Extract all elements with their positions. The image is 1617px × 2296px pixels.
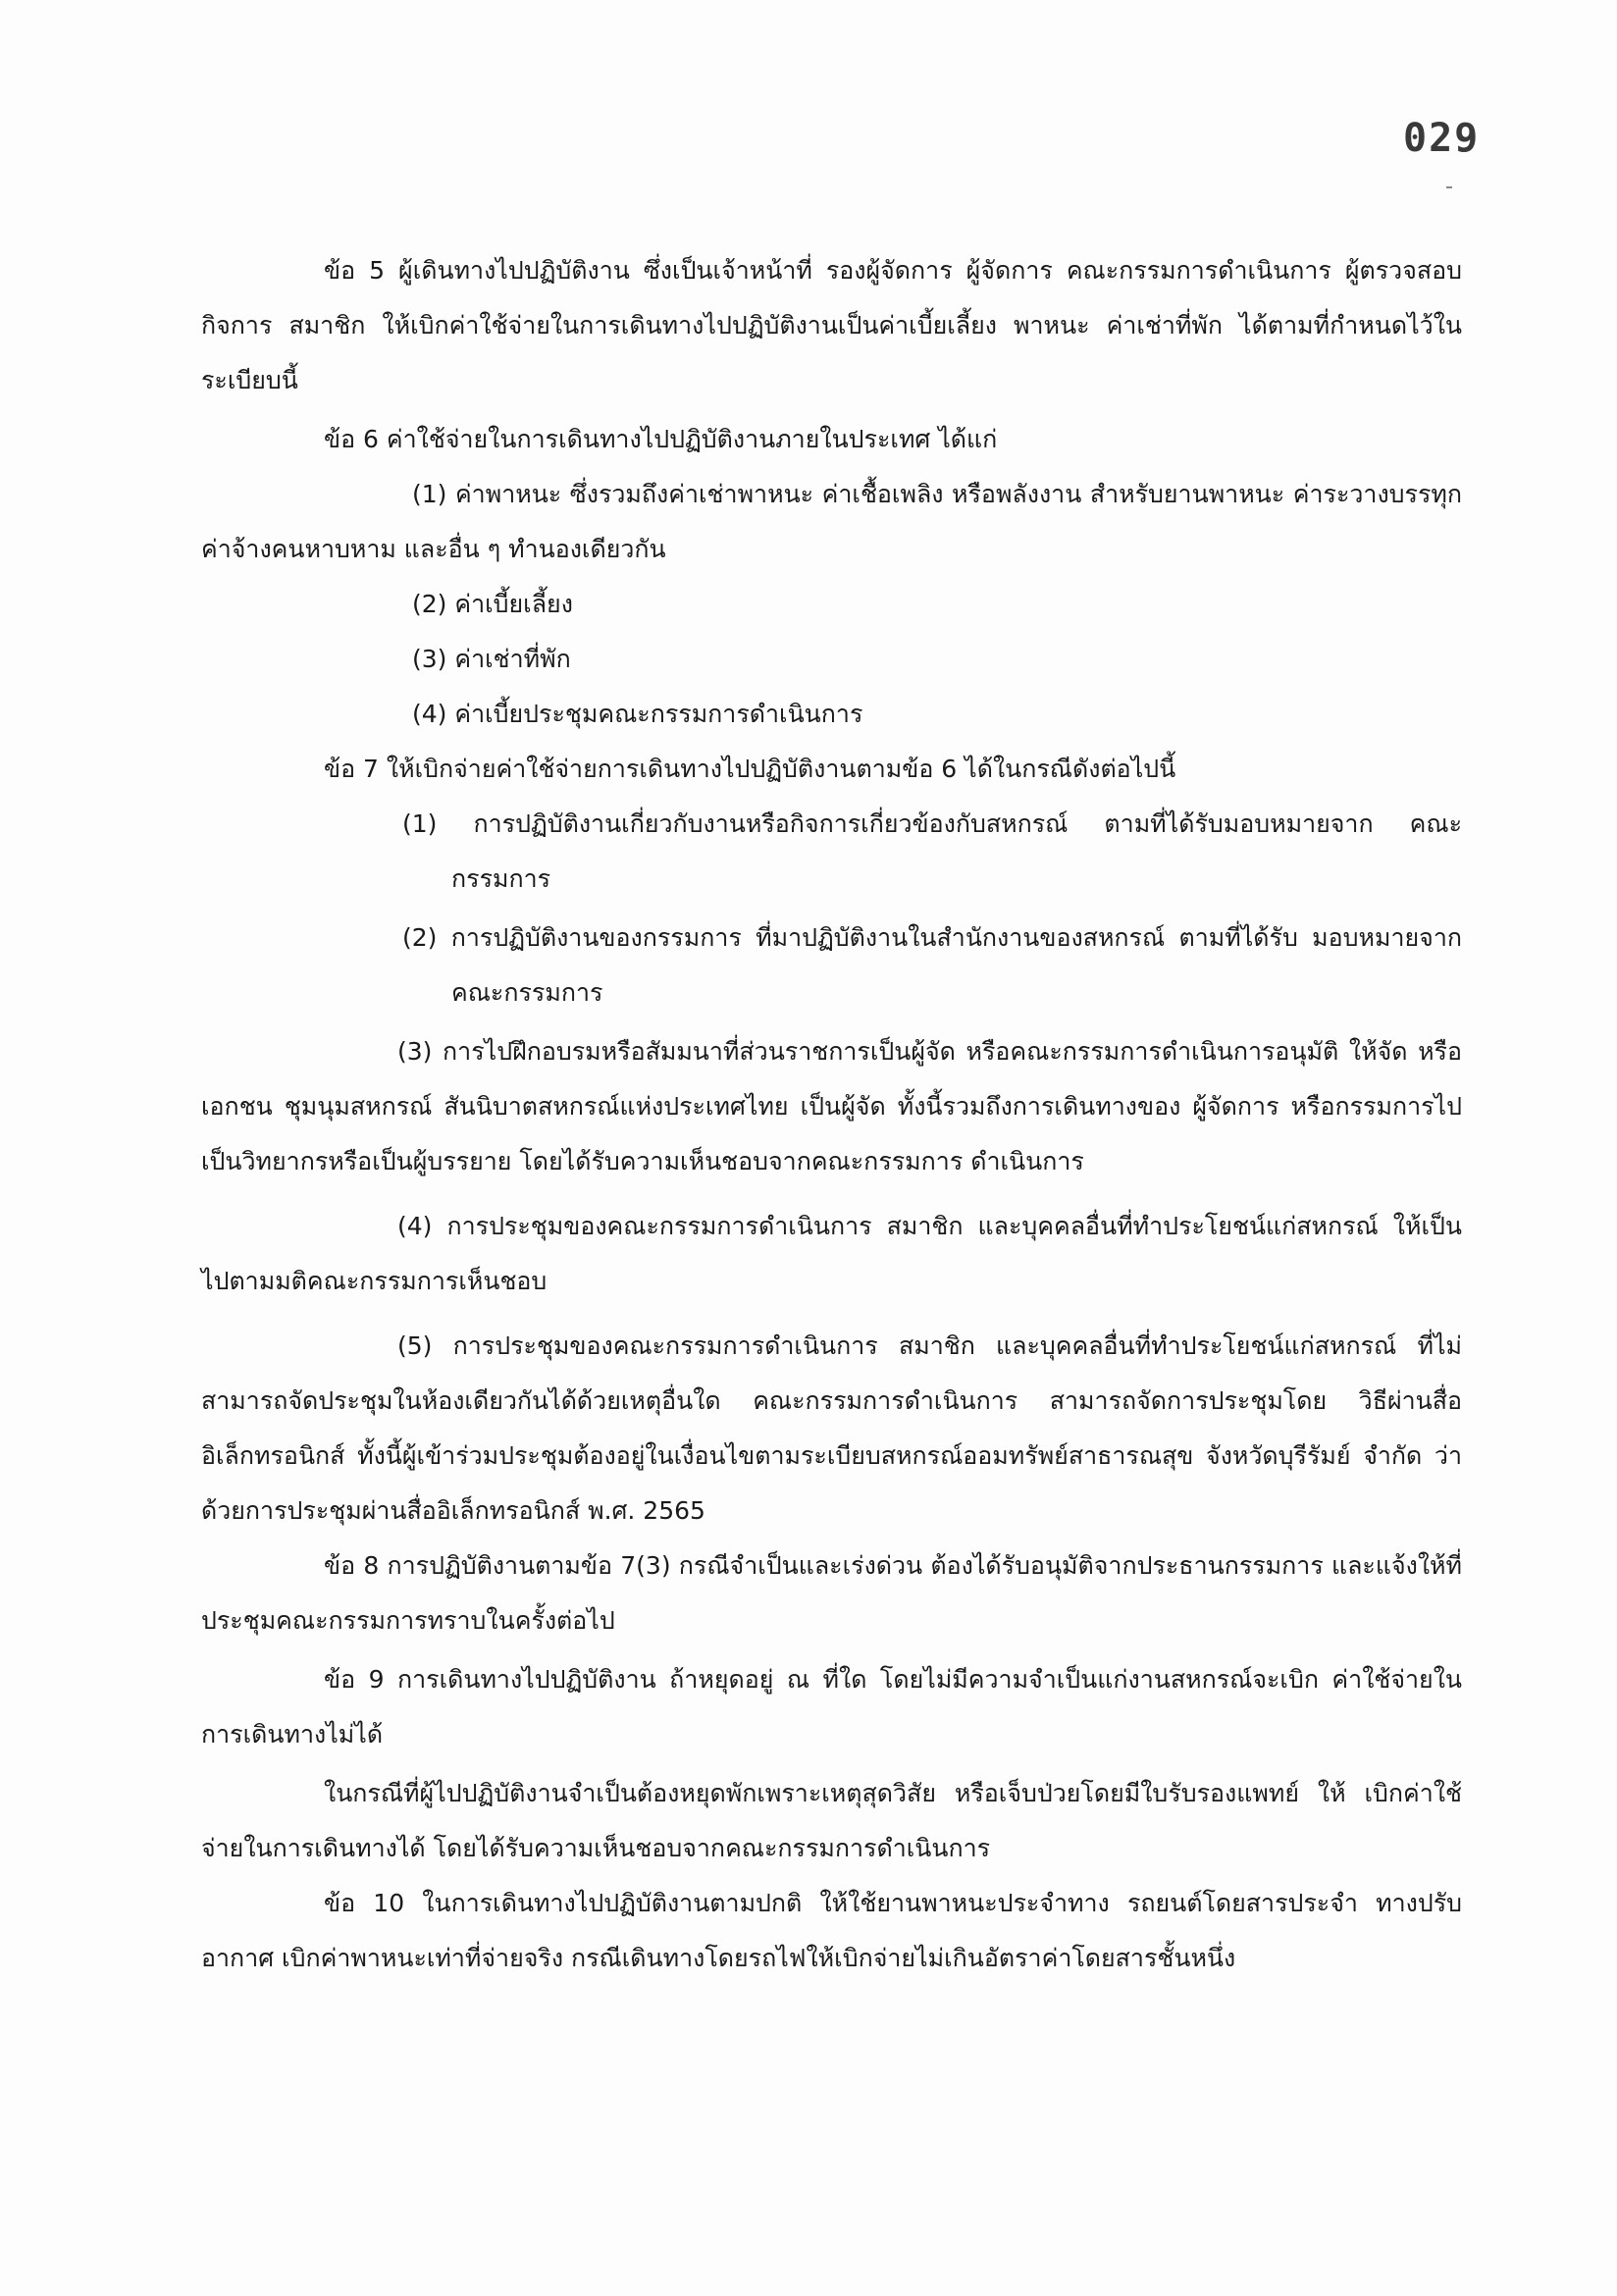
regulation-body [201,243,1462,1986]
clause-9: ข้อ 9 การเดินทางไปปฏิบัติงาน ถ้าหยุดอยู่ ณ ที่ใด โดยไม่มีความจำเป็นแก่งานสหกรณ์จะเบิก ค่าใช้จ่ายในการเดินทางไม่ได้ [201,1665,1462,1748]
margin-mark [1446,186,1452,188]
clause-6-item-4: (4) ค่าเบี้ยประชุมคณะกรรมการดำเนินการ [412,700,863,728]
clause-8: ข้อ 8 การปฏิบัติงานตามข้อ 7(3) กรณีจำเป็นและเร่งด่วน ต้องได้รับอนุมัติจากประธานกรรมการ และแจ้งให้ที่ประชุมคณะกรรมการทราบในครั้งต่อไป [201,1551,1462,1635]
clause-5: ข้อ 5 ผู้เดินทางไปปฏิบัติงาน ซึ่งเป็นเจ้าหน้าที่ รองผู้จัดการ ผู้จัดการ คณะกรรมการดำเนินการ ผู้ตรวจสอบกิจการ สมาชิก ให้เบิกค่าใช้จ่ายในการเดินทางไปปฏิบัติงานเป็นค่าเบี้ยเลี้ยง พาหนะ ค่าเช่าที่พัก ได้ตามที่กำหนดไว้ในระเบียบนี้ [201,256,1462,394]
clause-6-item-1: (1) ค่าพาหนะ ซึ่งรวมถึงค่าเช่าพาหนะ ค่าเชื้อเพลิง หรือพลังงาน สำหรับยานพาหนะ ค่าระวางบรรทุก ค่าจ้างคนหาบหาม และอื่น ๆ ทำนองเดียวกัน [201,480,1462,563]
clause-7-item-3: (3) การไปฝึกอบรมหรือสัมมนาที่ส่วนราชการเป็นผู้จัด หรือคณะกรรมการดำเนินการอนุมัติ ให้จัด หรือเอกชน ชุมนุมสหกรณ์ สันนิบาตสหกรณ์แห่งประเทศไทย เป็นผู้จัด ทั้งนี้รวมถึงการเดินทางของ ผู้จัดการ หรือกรรมการไปเป็นวิทยากรหรือเป็นผู้บรรยาย โดยได้รับความเห็นชอบจากคณะกรรมการ ดำเนินการ [201,1037,1462,1175]
clause-7-item-1: (1) การปฏิบัติงานเกี่ยวกับงานหรือกิจการเกี่ยวข้องกับสหกรณ์ ตามที่ได้รับมอบหมายจาก คณะกรรมการ [402,809,1462,893]
clause-7-item-2: (2) การปฏิบัติงานของกรรมการ ที่มาปฏิบัติงานในสำนักงานของสหกรณ์ ตามที่ได้รับ มอบหมายจากคณะกรรมการ [402,923,1462,1007]
page-number: 029 [1403,116,1481,161]
clause-7-item-4: (4) การประชุมของคณะกรรมการดำเนินการ สมาชิก และบุคคลอื่นที่ทำประโยชน์แก่สหกรณ์ ให้เป็นไปตามมติคณะกรรมการเห็นชอบ [201,1212,1462,1295]
clause-9-paragraph-2: ในกรณีที่ผู้ไปปฏิบัติงานจำเป็นต้องหยุดพักเพราะเหตุสุดวิสัย หรือเจ็บป่วยโดยมีใบรับรองแพทย์ ให้ เบิกค่าใช้จ่ายในการเดินทางได้ โดยได้รับความเห็นชอบจากคณะกรรมการดำเนินการ [201,1779,1462,1862]
clause-7-item-5: (5) การประชุมของคณะกรรมการดำเนินการ สมาชิก และบุคคลอื่นที่ทำประโยชน์แก่สหกรณ์ ที่ไม่สามารถจัดประชุมในห้องเดียวกันได้ด้วยเหตุอื่นใด คณะกรรมการดำเนินการ สามารถจัดการประชุมโดย วิธีผ่านสื่ออิเล็กทรอนิกส์ ทั้งนี้ผู้เข้าร่วมประชุมต้องอยู่ในเงื่อนไขตามระเบียบสหกรณ์ออมทรัพย์สาธารณสุข จังหวัดบุรีรัมย์ จำกัด ว่าด้วยการประชุมผ่านสื่ออิเล็กทรอนิกส์ พ.ศ. 2565 [201,1331,1462,1525]
clause-10: ข้อ 10 ในการเดินทางไปปฏิบัติงานตามปกติ ให้ใช้ยานพาหนะประจำทาง รถยนต์โดยสารประจำ ทางปรับอากาศ เบิกค่าพาหนะเท่าที่จ่ายจริง กรณีเดินทางโดยรถไฟให้เบิกจ่ายไม่เกินอัตราค่าโดยสารชั้นหนึ่ง [201,1889,1462,1972]
clause-6-item-3: (3) ค่าเช่าที่พัก [412,645,571,673]
clause-7: ข้อ 7 ให้เบิกจ่ายค่าใช้จ่ายการเดินทางไปปฏิบัติงานตามข้อ 6 ได้ในกรณีดังต่อไปนี้ [324,755,1176,783]
clause-6: ข้อ 6 ค่าใช้จ่ายในการเดินทางไปปฏิบัติงานภายในประเทศ ได้แก่ [324,425,998,453]
clause-6-item-2: (2) ค่าเบี้ยเลี้ยง [412,590,573,618]
